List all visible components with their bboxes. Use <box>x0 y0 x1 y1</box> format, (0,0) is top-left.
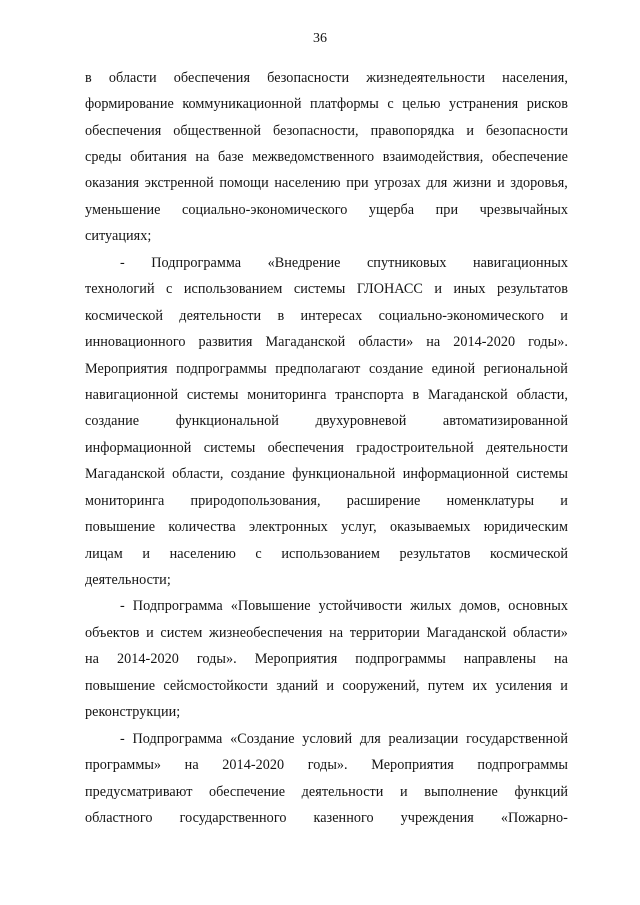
word: жилых <box>410 598 452 615</box>
word: электронных <box>248 519 328 536</box>
text-line <box>85 435 568 461</box>
word: оказываемых <box>390 519 471 536</box>
line-text: ситуациях; <box>85 228 152 245</box>
word: платформы <box>309 96 379 113</box>
word: взаимодействия, <box>382 149 484 166</box>
word: базе <box>217 149 244 166</box>
text-line <box>85 805 568 831</box>
word: жизнеобеспечения <box>209 624 323 641</box>
word: объектов <box>85 624 140 641</box>
text-line <box>85 752 568 778</box>
word: целью <box>402 96 441 113</box>
word: и <box>466 122 474 139</box>
word: с <box>255 545 262 562</box>
word: области» <box>512 624 568 641</box>
text-line <box>85 277 568 303</box>
word: с <box>387 96 394 113</box>
word: деятельности <box>301 783 384 800</box>
word: «Повышение <box>230 598 311 615</box>
word: безопасности, <box>273 122 359 139</box>
word: развития <box>198 334 253 351</box>
word: системы <box>293 281 346 298</box>
word: функций <box>514 783 568 800</box>
word: создание <box>230 466 285 483</box>
text-line <box>85 382 568 408</box>
word: ущерба <box>368 201 415 218</box>
word: обеспечения <box>173 69 251 86</box>
text-line <box>85 594 568 620</box>
text-line <box>85 224 568 250</box>
body-text <box>85 65 568 832</box>
word: единой <box>431 360 476 377</box>
word: и <box>560 307 568 324</box>
word: правопорядка <box>370 122 455 139</box>
word: - <box>120 730 125 747</box>
word: уменьшение <box>85 201 161 218</box>
word: реализации <box>388 730 459 747</box>
word: и <box>400 783 408 800</box>
word: при <box>435 201 459 218</box>
line-text: реконструкции; <box>85 704 181 721</box>
text-line <box>85 329 568 355</box>
text-line <box>85 673 568 699</box>
word: функциональной <box>292 466 396 483</box>
text-line <box>85 462 568 488</box>
word: здоровья, <box>510 175 568 192</box>
word: навигационной <box>85 386 179 403</box>
word: лицам <box>85 545 123 562</box>
word: градостроительной <box>356 439 474 456</box>
word: системы <box>516 466 568 483</box>
word: области, <box>516 386 568 403</box>
word: и <box>434 281 443 298</box>
word: использованием <box>183 281 283 298</box>
word: и <box>497 175 505 192</box>
word: и <box>146 624 154 641</box>
word: сооружений, <box>342 677 420 694</box>
word: годы». <box>528 334 568 351</box>
word: информационной <box>85 439 192 456</box>
word: государственного <box>179 809 287 826</box>
page-number: 36 <box>313 31 327 46</box>
text-line <box>85 303 568 329</box>
word: Магаданской <box>265 334 346 351</box>
word: оказания <box>85 175 140 192</box>
word: области <box>108 69 157 86</box>
word: обеспечения <box>267 439 344 456</box>
word: территории <box>349 624 420 641</box>
word: Магаданской <box>426 624 507 641</box>
word: безопасности <box>485 122 568 139</box>
word: социально-экономического <box>181 201 348 218</box>
word: условий <box>302 730 353 747</box>
word: Мероприятия <box>85 360 168 377</box>
word: Подпрограмма <box>132 598 223 615</box>
word: функциональной <box>175 413 279 430</box>
word: интересах <box>300 307 363 324</box>
word: региональной <box>483 360 568 377</box>
word: на <box>184 757 199 774</box>
word: на <box>195 149 210 166</box>
word: и <box>560 492 568 509</box>
word: 2014-2020 <box>453 334 516 351</box>
word: мониторинга <box>247 386 327 403</box>
word: двухуровневой <box>315 413 407 430</box>
word: выполнение <box>424 783 498 800</box>
word: инновационного <box>85 334 186 351</box>
word: устойчивости <box>318 598 403 615</box>
word: Подпрограмма <box>132 730 223 747</box>
word: общественной <box>173 122 262 139</box>
text-line <box>85 541 568 567</box>
word: предусматривают <box>85 783 193 800</box>
text-line <box>85 356 568 382</box>
text-line <box>85 118 568 144</box>
word: системы <box>186 386 239 403</box>
word: социально-экономического <box>378 307 544 324</box>
word: для <box>426 175 448 192</box>
word: систем <box>160 624 203 641</box>
word: домов, <box>459 598 501 615</box>
word: населению <box>274 175 341 192</box>
text-line <box>85 620 568 646</box>
word: услуг, <box>341 519 377 536</box>
text-line <box>85 700 568 726</box>
word: Мероприятия <box>371 757 454 774</box>
word: рисков <box>526 96 568 113</box>
text-line <box>85 91 568 117</box>
word: 2014-2020 <box>116 651 179 668</box>
word: обитания <box>130 149 187 166</box>
text-line <box>85 514 568 540</box>
word: «Пожарно- <box>500 809 568 826</box>
word: деятельности <box>486 439 568 456</box>
word: «Внедрение <box>267 254 341 271</box>
word: создание <box>368 360 424 377</box>
line-text: деятельности; <box>85 572 171 589</box>
word: подпрограммы <box>477 757 568 774</box>
word: межведомственного <box>252 149 375 166</box>
word: системы <box>203 439 256 456</box>
word: годы». <box>307 757 348 774</box>
word: населения, <box>502 69 568 86</box>
word: деятельности <box>179 307 262 324</box>
word: на <box>329 624 344 641</box>
word: на <box>553 651 568 668</box>
word: на <box>426 334 441 351</box>
word: в <box>277 307 285 324</box>
word: Мероприятия <box>254 651 338 668</box>
text-line <box>85 488 568 514</box>
word: на <box>85 651 99 668</box>
word: основных <box>508 598 568 615</box>
word: сейсмостойкости <box>163 677 268 694</box>
word: и <box>560 677 568 694</box>
word: Подпрограмма <box>151 254 242 271</box>
text-line <box>85 65 568 91</box>
word: среды <box>85 149 122 166</box>
word: мониторинга <box>85 492 165 509</box>
word: казенного <box>313 809 374 826</box>
word: результатов <box>399 545 471 562</box>
word: космической <box>490 545 568 562</box>
text-line <box>85 567 568 593</box>
word: в <box>412 386 420 403</box>
word: программы» <box>85 757 162 774</box>
word: экстренной <box>144 175 214 192</box>
word: угрозах <box>374 175 421 192</box>
word: с <box>166 281 173 298</box>
word: результатов <box>496 281 568 298</box>
word: ГЛОНАСС <box>356 281 423 298</box>
word: 2014-2020 <box>222 757 285 774</box>
word: Магаданской <box>85 466 165 483</box>
text-line <box>85 726 568 752</box>
text-line <box>85 171 568 197</box>
word: обеспечения <box>85 122 162 139</box>
word: расширение <box>346 492 421 509</box>
word: чрезвычайных <box>479 201 568 218</box>
text-line <box>85 144 568 170</box>
word: автоматизированной <box>442 413 568 430</box>
word: областного <box>85 809 153 826</box>
word: технологий <box>85 281 155 298</box>
word: в <box>85 69 92 86</box>
word: обеспечение <box>491 149 568 166</box>
text-line <box>85 409 568 435</box>
word: предполагают <box>275 360 361 377</box>
word: коммуникационной <box>182 96 302 113</box>
word: их <box>472 677 488 694</box>
word: информационной <box>402 466 510 483</box>
word: населению <box>169 545 236 562</box>
word: учреждения <box>400 809 474 826</box>
word: годы». <box>196 651 237 668</box>
word: использованием <box>281 545 380 562</box>
word: области» <box>358 334 414 351</box>
word: - <box>120 254 125 271</box>
word: и <box>326 677 335 694</box>
word: области, <box>172 466 224 483</box>
word: подпрограммы <box>355 651 446 668</box>
word: подпрограммы <box>176 360 267 377</box>
word: безопасности <box>267 69 350 86</box>
word: Магаданской <box>427 386 508 403</box>
word: навигационных <box>472 254 568 271</box>
word: повышение <box>85 677 156 694</box>
word: «Создание <box>230 730 295 747</box>
word: иных <box>453 281 486 298</box>
word: жизни <box>453 175 492 192</box>
word: количества <box>168 519 236 536</box>
word: номенклатуры <box>446 492 535 509</box>
word: направлены <box>463 651 536 668</box>
word: транспорта <box>335 386 404 403</box>
word: государственной <box>466 730 568 747</box>
word: помощи <box>219 175 269 192</box>
word: для <box>359 730 381 747</box>
word: создание <box>85 413 140 430</box>
word: жизнедеятельности <box>366 69 486 86</box>
word: при <box>346 175 369 192</box>
word: усиления <box>495 677 552 694</box>
text-line <box>85 779 568 805</box>
word: - <box>120 598 125 615</box>
word: спутниковых <box>366 254 447 271</box>
word: повышение <box>85 519 156 536</box>
word: природопользования, <box>190 492 321 509</box>
word: формирование <box>85 96 174 113</box>
word: космической <box>85 307 163 324</box>
word: зданий <box>276 677 319 694</box>
word: устранения <box>449 96 519 113</box>
word: юридическим <box>483 519 568 536</box>
text-line <box>85 647 568 673</box>
word: и <box>142 545 151 562</box>
word: обеспечение <box>209 783 286 800</box>
word: путем <box>427 677 465 694</box>
text-line <box>85 197 568 223</box>
text-line <box>85 250 568 276</box>
